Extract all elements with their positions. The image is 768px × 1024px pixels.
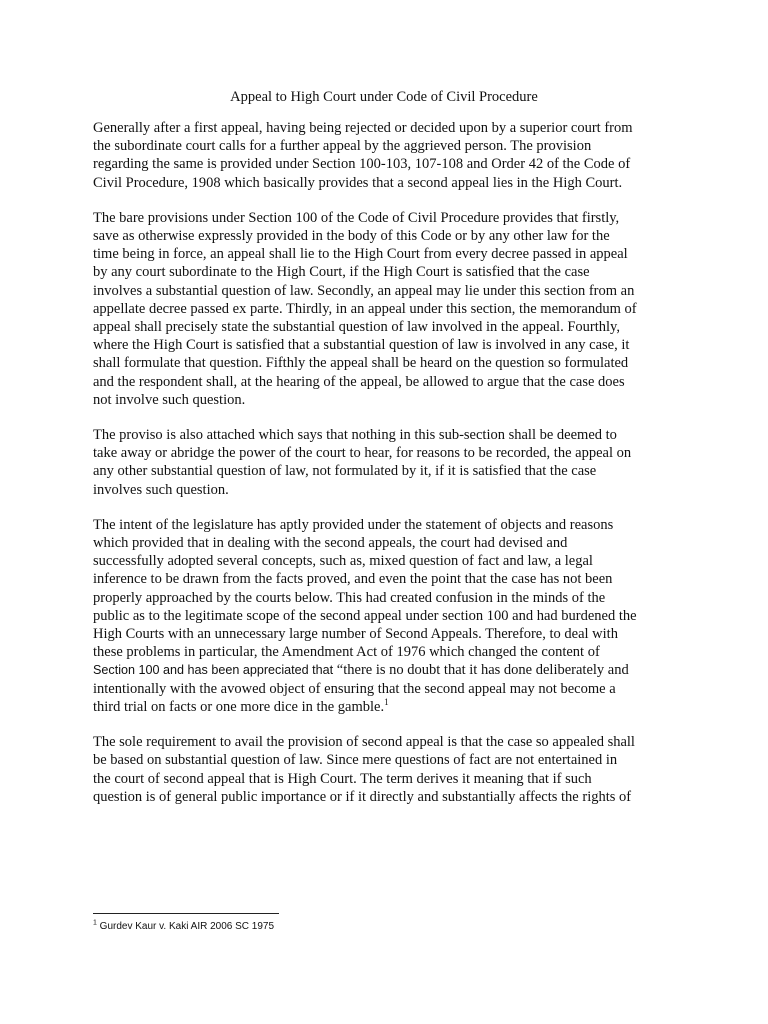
text-line: inference to be drawn from the facts proved, and even the point that the case has not been xyxy=(93,571,613,588)
text-line: properly approached by the courts below. This had created confusion in the minds of the xyxy=(93,589,606,606)
document-body xyxy=(93,119,678,823)
text-line: public as to the legitimate scope of the second appeal under section 100 and had burdened the xyxy=(93,607,637,624)
text-line: not involve such question. xyxy=(93,391,246,408)
text-line: be based on substantial question of law. Since mere questions of fact are not entertained in xyxy=(93,752,618,769)
text-line: appeal shall precisely state the substantial question of law involved in the appeal. Fourthly, xyxy=(93,319,620,336)
text-line: The intent of the legislature has aptly provided under the statement of objects and reasons xyxy=(93,516,614,533)
paragraph-section-100 xyxy=(93,209,678,409)
text-line: save as otherwise expressly provided in the body of this Code or by any other law for the xyxy=(93,228,610,245)
text-line: shall formulate that question. Fifthly the appeal shall be heard on the question so formulated xyxy=(93,355,629,372)
text-line: regarding the same is provided under Section 100-103, 107-108 and Order 42 of the Code of xyxy=(93,156,631,173)
paragraph-legislative-intent xyxy=(93,516,678,716)
footnote xyxy=(93,920,274,934)
footnote-separator xyxy=(93,913,279,914)
text-line: involves a substantial question of law. Secondly, an appeal may lie under this section from an xyxy=(93,282,635,299)
text-alt-font-segment: Section 100 and has been appreciated that xyxy=(93,663,334,678)
footnote-number: 1 xyxy=(93,919,97,927)
text-line: time being in force, an appeal shall lie to the High Court from every decree passed in appeal xyxy=(93,246,628,263)
text-line: successfully adopted several concepts, such as, mixed question of fact and law, a legal xyxy=(93,553,593,570)
text-line: question is of general public importance or if it directly and substantially affects the rights of xyxy=(93,788,632,805)
text-line: involves such question. xyxy=(93,481,229,498)
footnote-reference[interactable]: 1 xyxy=(384,697,389,708)
text-line: by any court subordinate to the High Court, if the High Court is satisfied that the case xyxy=(93,264,590,281)
text-line: appellate decree passed ex parte. Thirdly, in an appeal under this section, the memorandum of xyxy=(93,300,637,317)
text-line: and the respondent shall, at the hearing of the appeal, be allowed to argue that the case does xyxy=(93,373,625,390)
text-line: which provided that in dealing with the second appeals, the court had devised and xyxy=(93,535,568,552)
text-line: any other substantial question of law, not formulated by it, if it is satisfied that the case xyxy=(93,463,597,480)
paragraph-sole-requirement xyxy=(93,733,678,806)
text-line: High Courts with an unnecessary large number of Second Appeals. Therefore, to deal with xyxy=(93,626,618,643)
text-line: The bare provisions under Section 100 of the Code of Civil Procedure provides that firstly, xyxy=(93,209,620,226)
text-segment: third trial on facts or one more dice in the gamble. xyxy=(93,698,385,715)
footnote-text: Gurdev Kaur v. Kaki AIR 2006 SC 1975 xyxy=(96,921,275,932)
text-line: Civil Procedure, 1908 which basically provides that a second appeal lies in the High Court. xyxy=(93,174,623,191)
paragraph-intro xyxy=(93,119,678,192)
paragraph-proviso xyxy=(93,426,678,499)
text-line: take away or abridge the power of the court to hear, for reasons to be recorded, the appeal on xyxy=(93,445,632,462)
text-line: the subordinate court calls for a further appeal by the aggrieved person. The provision xyxy=(93,138,592,155)
text-segment: “there is no doubt that it has done deliberately and xyxy=(333,662,629,679)
text-line: the court of second appeal that is High Court. The term derives it meaning that if such xyxy=(93,770,592,787)
text-line: intentionally with the avowed object of ensuring that the second appeal may not become a xyxy=(93,680,616,697)
text-line-mixed-font xyxy=(93,661,678,679)
text-line: Generally after a first appeal, having being rejected or decided upon by a superior court from xyxy=(93,120,633,136)
text-line-with-footnote xyxy=(93,698,678,716)
text-line: these problems in particular, the Amendment Act of 1976 which changed the content of xyxy=(93,644,600,661)
text-line: The sole requirement to avail the provision of second appeal is that the case so appealed shall xyxy=(93,734,635,751)
text-line: where the High Court is satisfied that a substantial question of law is involved in any case, it xyxy=(93,337,630,354)
document-title: Appeal to High Court under Code of Civil Procedure xyxy=(230,89,538,105)
text-line: The proviso is also attached which says that nothing in this sub-section shall be deemed to xyxy=(93,427,617,444)
